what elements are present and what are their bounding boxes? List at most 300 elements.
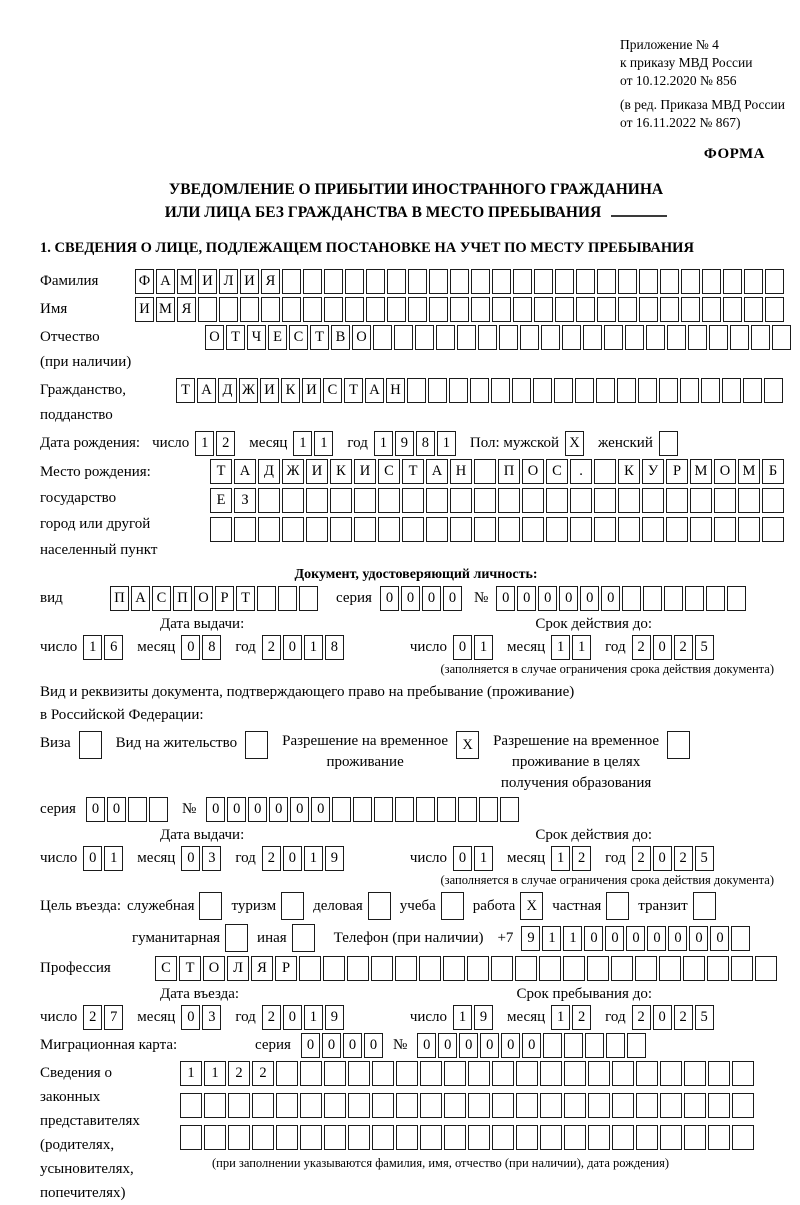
citizenship-cell[interactable]: Т — [176, 378, 195, 403]
surname-cell[interactable] — [555, 269, 574, 294]
doc-kind-cell[interactable]: Т — [236, 586, 255, 611]
stay-year-cell[interactable]: 5 — [695, 1005, 714, 1030]
entry-year-cell[interactable]: 0 — [283, 1005, 302, 1030]
citizenship-cell[interactable]: Д — [218, 378, 237, 403]
representative-cell[interactable] — [276, 1061, 298, 1086]
surname-cell[interactable] — [534, 269, 553, 294]
representative-cell[interactable] — [204, 1125, 226, 1150]
patronymic-cell[interactable] — [709, 325, 728, 350]
birth-place-cell[interactable] — [234, 517, 256, 542]
doc-number-cell[interactable] — [706, 586, 725, 611]
issue-year-cell[interactable]: 8 — [325, 635, 344, 660]
purpose-humanitarian-checkbox[interactable] — [225, 924, 248, 952]
representative-cell[interactable] — [276, 1125, 298, 1150]
patronymic-cell[interactable] — [625, 325, 644, 350]
profession-cell[interactable] — [587, 956, 609, 981]
representative-cell[interactable]: 2 — [228, 1061, 250, 1086]
doc-number-cell[interactable]: 0 — [496, 586, 515, 611]
given-name-cell[interactable] — [492, 297, 511, 322]
issue-day-cell[interactable]: 1 — [83, 635, 102, 660]
entry-year-cell[interactable]: 9 — [325, 1005, 344, 1030]
citizenship-cell[interactable] — [533, 378, 552, 403]
phone-digit-cell[interactable] — [731, 926, 750, 951]
residence-number-cell[interactable]: 0 — [311, 797, 330, 822]
citizenship-cell[interactable]: Т — [344, 378, 363, 403]
birth-place-cell[interactable] — [258, 517, 280, 542]
birth-place-cell[interactable] — [426, 488, 448, 513]
given-name-cell[interactable] — [324, 297, 343, 322]
representative-cell[interactable] — [540, 1125, 562, 1150]
profession-cell[interactable] — [395, 956, 417, 981]
birth-place-cell[interactable]: К — [618, 459, 640, 484]
doc-series-cell[interactable]: 0 — [401, 586, 420, 611]
migration-number-cell[interactable]: 0 — [522, 1033, 541, 1058]
sex-male-checkbox[interactable]: X — [565, 431, 584, 456]
doc-kind-cell[interactable] — [278, 586, 297, 611]
representative-cell[interactable] — [540, 1061, 562, 1086]
doc-number-cell[interactable]: 0 — [538, 586, 557, 611]
birth-place-cell[interactable] — [666, 517, 688, 542]
entry-month-cell[interactable]: 3 — [202, 1005, 221, 1030]
representative-cell[interactable] — [636, 1125, 658, 1150]
profession-cell[interactable] — [635, 956, 657, 981]
birth-place-cell[interactable]: Б — [762, 459, 784, 484]
doc-number-cell[interactable] — [685, 586, 704, 611]
temp-residence-edu-checkbox[interactable] — [667, 731, 690, 759]
citizenship-cell[interactable]: Ж — [239, 378, 258, 403]
patronymic-cell[interactable] — [394, 325, 413, 350]
surname-cell[interactable]: Ф — [135, 269, 154, 294]
birth-place-cell[interactable]: С — [378, 459, 400, 484]
profession-cell[interactable]: Я — [251, 956, 273, 981]
residence-number-cell[interactable]: 0 — [269, 797, 288, 822]
res-issue-day-cell[interactable]: 1 — [104, 846, 123, 871]
profession-cell[interactable]: Л — [227, 956, 249, 981]
birth-place-cell[interactable] — [570, 517, 592, 542]
representative-cell[interactable] — [348, 1061, 370, 1086]
surname-cell[interactable] — [303, 269, 322, 294]
phone-digit-cell[interactable]: 1 — [563, 926, 582, 951]
purpose-work-checkbox[interactable]: X — [520, 892, 543, 920]
birth-place-cell[interactable] — [354, 488, 376, 513]
surname-cell[interactable] — [282, 269, 301, 294]
migration-number-cell[interactable] — [543, 1033, 562, 1058]
migration-number-cell[interactable] — [627, 1033, 646, 1058]
birth-place-cell[interactable]: Н — [450, 459, 472, 484]
surname-cell[interactable] — [576, 269, 595, 294]
entry-day-cell[interactable]: 2 — [83, 1005, 102, 1030]
birth-place-cell[interactable] — [330, 488, 352, 513]
given-name-cell[interactable] — [198, 297, 217, 322]
representative-cell[interactable] — [300, 1125, 322, 1150]
given-name-cell[interactable] — [471, 297, 490, 322]
profession-cell[interactable] — [539, 956, 561, 981]
citizenship-cell[interactable]: Н — [386, 378, 405, 403]
representative-cell[interactable] — [180, 1125, 202, 1150]
citizenship-cell[interactable]: С — [323, 378, 342, 403]
res-valid-year-cell[interactable]: 0 — [653, 846, 672, 871]
residence-number-cell[interactable] — [479, 797, 498, 822]
residence-number-cell[interactable] — [395, 797, 414, 822]
patronymic-cell[interactable] — [436, 325, 455, 350]
doc-kind-cell[interactable] — [299, 586, 318, 611]
surname-cell[interactable] — [744, 269, 763, 294]
representative-cell[interactable] — [540, 1093, 562, 1118]
given-name-cell[interactable]: И — [135, 297, 154, 322]
stay-day-cell[interactable]: 9 — [474, 1005, 493, 1030]
surname-cell[interactable] — [723, 269, 742, 294]
purpose-private-checkbox[interactable] — [606, 892, 629, 920]
birth-place-cell[interactable]: Р — [666, 459, 688, 484]
birth-place-cell[interactable] — [546, 517, 568, 542]
issue-year-cell[interactable]: 0 — [283, 635, 302, 660]
surname-cell[interactable] — [471, 269, 490, 294]
issue-month-cell[interactable]: 0 — [181, 635, 200, 660]
doc-number-cell[interactable]: 0 — [601, 586, 620, 611]
given-name-cell[interactable] — [366, 297, 385, 322]
given-name-cell[interactable]: Я — [177, 297, 196, 322]
phone-digit-cell[interactable]: 0 — [710, 926, 729, 951]
citizenship-cell[interactable] — [722, 378, 741, 403]
given-name-cell[interactable]: М — [156, 297, 175, 322]
profession-cell[interactable] — [467, 956, 489, 981]
purpose-tourism-checkbox[interactable] — [281, 892, 304, 920]
surname-cell[interactable] — [366, 269, 385, 294]
representative-cell[interactable] — [372, 1061, 394, 1086]
representative-cell[interactable] — [516, 1125, 538, 1150]
patronymic-cell[interactable]: С — [289, 325, 308, 350]
representative-cell[interactable] — [396, 1125, 418, 1150]
birth-place-cell[interactable] — [738, 488, 760, 513]
representative-cell[interactable] — [588, 1093, 610, 1118]
birth-year-cell[interactable]: 9 — [395, 431, 414, 456]
birth-day-cell[interactable]: 2 — [216, 431, 235, 456]
representative-cell[interactable] — [396, 1093, 418, 1118]
res-valid-day-cell[interactable]: 0 — [453, 846, 472, 871]
purpose-study-checkbox[interactable] — [441, 892, 464, 920]
surname-cell[interactable] — [324, 269, 343, 294]
surname-cell[interactable] — [450, 269, 469, 294]
res-valid-year-cell[interactable]: 5 — [695, 846, 714, 871]
migration-series-cell[interactable]: 0 — [343, 1033, 362, 1058]
representative-cell[interactable] — [444, 1093, 466, 1118]
doc-series-cell[interactable]: 0 — [443, 586, 462, 611]
birth-place-cell[interactable] — [666, 488, 688, 513]
doc-kind-cell[interactable]: Р — [215, 586, 234, 611]
valid-day-cell[interactable]: 0 — [453, 635, 472, 660]
birth-place-cell[interactable] — [618, 488, 640, 513]
entry-year-cell[interactable]: 1 — [304, 1005, 323, 1030]
stay-day-cell[interactable]: 1 — [453, 1005, 472, 1030]
given-name-cell[interactable] — [597, 297, 616, 322]
surname-cell[interactable] — [681, 269, 700, 294]
profession-cell[interactable] — [419, 956, 441, 981]
res-issue-year-cell[interactable]: 1 — [304, 846, 323, 871]
profession-cell[interactable] — [299, 956, 321, 981]
birth-place-cell[interactable]: М — [690, 459, 712, 484]
citizenship-cell[interactable] — [638, 378, 657, 403]
representative-cell[interactable] — [444, 1061, 466, 1086]
surname-cell[interactable] — [765, 269, 784, 294]
profession-cell[interactable] — [611, 956, 633, 981]
doc-series-cell[interactable]: 0 — [422, 586, 441, 611]
birth-place-cell[interactable]: Т — [402, 459, 424, 484]
representative-cell[interactable] — [684, 1093, 706, 1118]
phone-digit-cell[interactable]: 0 — [626, 926, 645, 951]
birth-place-cell[interactable]: А — [234, 459, 256, 484]
given-name-cell[interactable] — [702, 297, 721, 322]
res-issue-month-cell[interactable]: 0 — [181, 846, 200, 871]
representative-cell[interactable] — [300, 1093, 322, 1118]
migration-number-cell[interactable]: 0 — [438, 1033, 457, 1058]
surname-cell[interactable] — [639, 269, 658, 294]
representative-cell[interactable] — [732, 1061, 754, 1086]
profession-cell[interactable] — [515, 956, 537, 981]
birth-place-cell[interactable] — [594, 517, 616, 542]
profession-cell[interactable]: Р — [275, 956, 297, 981]
given-name-cell[interactable] — [345, 297, 364, 322]
representative-cell[interactable] — [588, 1125, 610, 1150]
birth-place-cell[interactable]: Е — [210, 488, 232, 513]
representative-cell[interactable] — [420, 1061, 442, 1086]
given-name-cell[interactable] — [282, 297, 301, 322]
citizenship-cell[interactable]: А — [365, 378, 384, 403]
patronymic-cell[interactable] — [667, 325, 686, 350]
birth-place-cell[interactable]: У — [642, 459, 664, 484]
patronymic-cell[interactable] — [457, 325, 476, 350]
representative-cell[interactable] — [564, 1125, 586, 1150]
birth-place-cell[interactable] — [282, 488, 304, 513]
representative-cell[interactable] — [228, 1125, 250, 1150]
profession-cell[interactable] — [323, 956, 345, 981]
res-issue-year-cell[interactable]: 2 — [262, 846, 281, 871]
res-issue-year-cell[interactable]: 9 — [325, 846, 344, 871]
phone-digit-cell[interactable]: 0 — [647, 926, 666, 951]
representative-cell[interactable] — [348, 1093, 370, 1118]
profession-cell[interactable] — [755, 956, 777, 981]
patronymic-cell[interactable]: О — [205, 325, 224, 350]
birth-place-cell[interactable] — [738, 517, 760, 542]
profession-cell[interactable] — [491, 956, 513, 981]
given-name-cell[interactable] — [261, 297, 280, 322]
representative-cell[interactable] — [492, 1061, 514, 1086]
birth-place-cell[interactable] — [642, 517, 664, 542]
residence-number-cell[interactable]: 0 — [227, 797, 246, 822]
doc-kind-cell[interactable]: С — [152, 586, 171, 611]
entry-day-cell[interactable]: 7 — [104, 1005, 123, 1030]
given-name-cell[interactable] — [639, 297, 658, 322]
residence-permit-checkbox[interactable] — [245, 731, 268, 759]
birth-place-cell[interactable] — [522, 517, 544, 542]
representative-cell[interactable] — [660, 1061, 682, 1086]
birth-place-cell[interactable] — [714, 488, 736, 513]
birth-year-cell[interactable]: 1 — [437, 431, 456, 456]
citizenship-cell[interactable] — [491, 378, 510, 403]
migration-series-cell[interactable]: 0 — [364, 1033, 383, 1058]
birth-day-cell[interactable]: 1 — [195, 431, 214, 456]
patronymic-cell[interactable]: Ч — [247, 325, 266, 350]
citizenship-cell[interactable]: К — [281, 378, 300, 403]
representative-cell[interactable] — [468, 1093, 490, 1118]
patronymic-cell[interactable] — [541, 325, 560, 350]
representative-cell[interactable] — [708, 1125, 730, 1150]
birth-place-cell[interactable] — [474, 459, 496, 484]
birth-place-cell[interactable]: О — [714, 459, 736, 484]
birth-place-cell[interactable] — [762, 488, 784, 513]
birth-place-cell[interactable] — [378, 517, 400, 542]
profession-cell[interactable]: О — [203, 956, 225, 981]
profession-cell[interactable] — [443, 956, 465, 981]
surname-cell[interactable]: И — [198, 269, 217, 294]
birth-place-cell[interactable] — [594, 488, 616, 513]
residence-number-cell[interactable] — [416, 797, 435, 822]
doc-kind-cell[interactable]: П — [173, 586, 192, 611]
given-name-cell[interactable] — [240, 297, 259, 322]
representative-cell[interactable] — [564, 1061, 586, 1086]
representative-cell[interactable] — [612, 1061, 634, 1086]
representative-cell[interactable] — [732, 1125, 754, 1150]
migration-series-cell[interactable]: 0 — [322, 1033, 341, 1058]
birth-month-cell[interactable]: 1 — [293, 431, 312, 456]
surname-cell[interactable] — [597, 269, 616, 294]
given-name-cell[interactable] — [576, 297, 595, 322]
phone-digit-cell[interactable]: 0 — [584, 926, 603, 951]
representative-cell[interactable] — [564, 1093, 586, 1118]
residence-number-cell[interactable]: 0 — [290, 797, 309, 822]
representative-cell[interactable] — [396, 1061, 418, 1086]
surname-cell[interactable] — [702, 269, 721, 294]
residence-number-cell[interactable] — [500, 797, 519, 822]
birth-place-cell[interactable] — [522, 488, 544, 513]
surname-cell[interactable] — [429, 269, 448, 294]
given-name-cell[interactable] — [408, 297, 427, 322]
res-issue-month-cell[interactable]: 3 — [202, 846, 221, 871]
valid-year-cell[interactable]: 2 — [674, 635, 693, 660]
birth-year-cell[interactable]: 8 — [416, 431, 435, 456]
migration-number-cell[interactable] — [564, 1033, 583, 1058]
given-name-cell[interactable] — [660, 297, 679, 322]
birth-place-cell[interactable]: П — [498, 459, 520, 484]
doc-kind-cell[interactable]: О — [194, 586, 213, 611]
valid-month-cell[interactable]: 1 — [572, 635, 591, 660]
given-name-cell[interactable] — [303, 297, 322, 322]
birth-place-cell[interactable] — [306, 517, 328, 542]
doc-kind-cell[interactable]: П — [110, 586, 129, 611]
phone-digit-cell[interactable]: 9 — [521, 926, 540, 951]
given-name-cell[interactable] — [618, 297, 637, 322]
birth-place-cell[interactable] — [594, 459, 616, 484]
birth-place-cell[interactable] — [546, 488, 568, 513]
profession-cell[interactable]: Т — [179, 956, 201, 981]
residence-series-cell[interactable]: 0 — [86, 797, 105, 822]
surname-cell[interactable] — [492, 269, 511, 294]
doc-number-cell[interactable] — [622, 586, 641, 611]
birth-place-cell[interactable] — [642, 488, 664, 513]
res-valid-day-cell[interactable]: 1 — [474, 846, 493, 871]
representative-cell[interactable] — [420, 1093, 442, 1118]
residence-number-cell[interactable]: 0 — [248, 797, 267, 822]
patronymic-cell[interactable] — [520, 325, 539, 350]
doc-number-cell[interactable] — [643, 586, 662, 611]
representative-cell[interactable] — [708, 1093, 730, 1118]
surname-cell[interactable]: Л — [219, 269, 238, 294]
birth-month-cell[interactable]: 1 — [314, 431, 333, 456]
issue-day-cell[interactable]: 6 — [104, 635, 123, 660]
profession-cell[interactable] — [683, 956, 705, 981]
res-valid-year-cell[interactable]: 2 — [674, 846, 693, 871]
res-valid-month-cell[interactable]: 2 — [572, 846, 591, 871]
stay-month-cell[interactable]: 1 — [551, 1005, 570, 1030]
issue-month-cell[interactable]: 8 — [202, 635, 221, 660]
purpose-other-checkbox[interactable] — [292, 924, 315, 952]
patronymic-cell[interactable]: В — [331, 325, 350, 350]
representative-cell[interactable] — [660, 1125, 682, 1150]
birth-place-cell[interactable] — [330, 517, 352, 542]
birth-place-cell[interactable] — [474, 517, 496, 542]
phone-digit-cell[interactable]: 0 — [668, 926, 687, 951]
representative-cell[interactable] — [324, 1093, 346, 1118]
valid-year-cell[interactable]: 2 — [632, 635, 651, 660]
birth-place-cell[interactable]: . — [570, 459, 592, 484]
birth-place-cell[interactable]: И — [306, 459, 328, 484]
entry-year-cell[interactable]: 2 — [262, 1005, 281, 1030]
profession-cell[interactable] — [659, 956, 681, 981]
surname-cell[interactable] — [513, 269, 532, 294]
purpose-business-checkbox[interactable] — [368, 892, 391, 920]
birth-place-cell[interactable] — [714, 517, 736, 542]
birth-place-cell[interactable]: Т — [210, 459, 232, 484]
citizenship-cell[interactable] — [659, 378, 678, 403]
citizenship-cell[interactable] — [470, 378, 489, 403]
representative-cell[interactable] — [612, 1093, 634, 1118]
purpose-transit-checkbox[interactable] — [693, 892, 716, 920]
birth-place-cell[interactable] — [450, 488, 472, 513]
birth-place-cell[interactable] — [258, 488, 280, 513]
representative-cell[interactable] — [492, 1125, 514, 1150]
representative-cell[interactable]: 1 — [180, 1061, 202, 1086]
representative-cell[interactable] — [180, 1093, 202, 1118]
representative-cell[interactable] — [252, 1093, 274, 1118]
citizenship-cell[interactable] — [449, 378, 468, 403]
representative-cell[interactable] — [276, 1093, 298, 1118]
given-name-cell[interactable] — [534, 297, 553, 322]
birth-place-cell[interactable]: К — [330, 459, 352, 484]
surname-cell[interactable]: Я — [261, 269, 280, 294]
given-name-cell[interactable] — [765, 297, 784, 322]
residence-number-cell[interactable] — [332, 797, 351, 822]
issue-year-cell[interactable]: 2 — [262, 635, 281, 660]
representative-cell[interactable] — [612, 1125, 634, 1150]
citizenship-cell[interactable] — [554, 378, 573, 403]
representative-cell[interactable] — [732, 1093, 754, 1118]
doc-number-cell[interactable]: 0 — [517, 586, 536, 611]
citizenship-cell[interactable]: И — [260, 378, 279, 403]
representative-cell[interactable] — [660, 1093, 682, 1118]
res-valid-year-cell[interactable]: 2 — [632, 846, 651, 871]
birth-place-cell[interactable]: Д — [258, 459, 280, 484]
patronymic-cell[interactable] — [751, 325, 770, 350]
phone-digit-cell[interactable]: 0 — [689, 926, 708, 951]
birth-place-cell[interactable] — [762, 517, 784, 542]
birth-place-cell[interactable]: М — [738, 459, 760, 484]
birth-place-cell[interactable] — [282, 517, 304, 542]
stay-month-cell[interactable]: 2 — [572, 1005, 591, 1030]
given-name-cell[interactable] — [513, 297, 532, 322]
profession-cell[interactable] — [731, 956, 753, 981]
patronymic-cell[interactable]: Т — [226, 325, 245, 350]
representative-cell[interactable] — [468, 1061, 490, 1086]
doc-kind-cell[interactable] — [257, 586, 276, 611]
